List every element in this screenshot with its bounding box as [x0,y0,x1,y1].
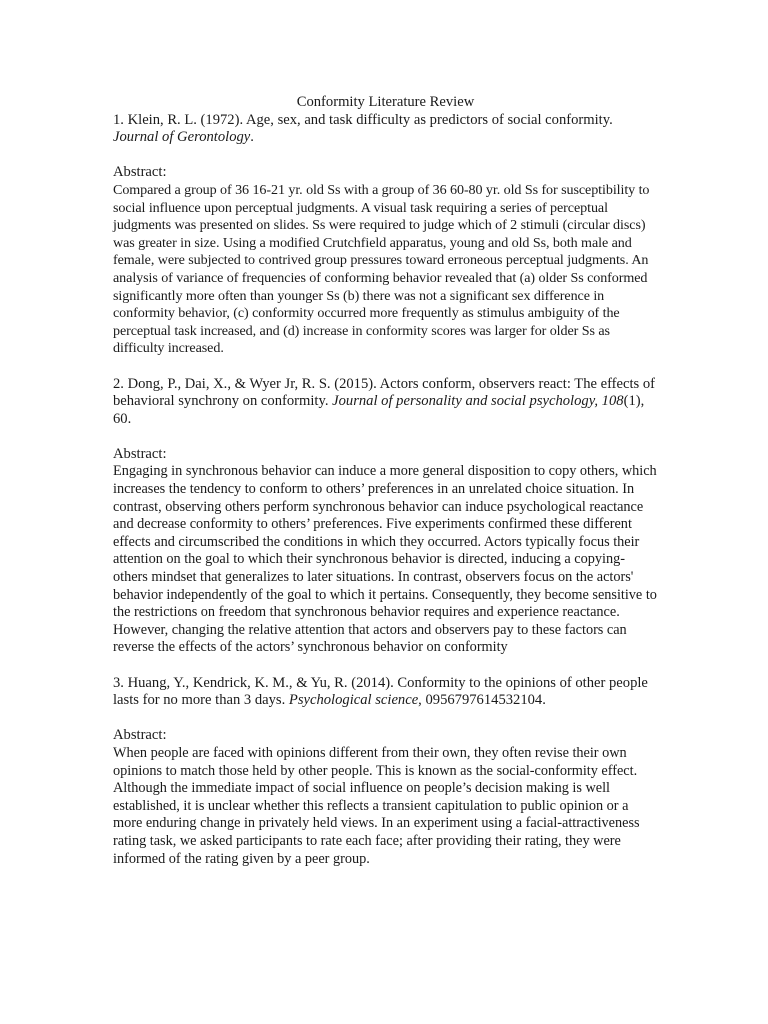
citation [113,376,658,429]
review-entry [113,112,658,358]
abstract-label: Abstract: [113,445,167,462]
document-body [113,94,658,868]
citation-tail: . [250,129,254,146]
journal-name: Journal of Gerontology [113,129,251,146]
citation-text: 2. Dong, P., Dai, X., & Wyer Jr, R. S. (2015). Actors conform, observers react: The effects of behavioral synchrony on conformity. [113,375,656,410]
abstract-text: Engaging in synchronous behavior can induce a more general disposition to copy others, which increases the tendency to conform to others’ preferences in an unrelated choice situation. In contrast, observing others perform synchronous behavior can induce psychological reactance and decrease conformity to others’ preferences. Five experiments confirmed these different effects and circumscribed the conditions in which they occurred. Actors typically focus their attention on the goal to which their synchronous behavior is directed, inducing a copying-others mindset that generalizes to later situations. In contrast, observers focus on the actors' behavior independently of the goal to which it pertains. Consequently, they become sensitive to the restrictions on freedom that synchronous behavior requires and experience reactance. However, changing the relative attention that actors and observers pay to these factors can reverse the effects of the actors’ synchronous behavior on conformity [113,463,657,656]
journal-name: Psychological science [288,692,419,709]
citation-text: 1. Klein, R. L. (1972). Age, sex, and task difficulty as predictors of social conformity. [113,111,613,128]
abstract-label: Abstract: [113,727,167,744]
citation [113,675,658,710]
document-title: Conformity Literature Review [296,94,475,110]
journal-name: Journal of personality and social psychology, 108 [332,393,624,410]
review-entry [113,376,658,658]
abstract-text: When people are faced with opinions different from their own, they often revise their own opinions to match those held by other people. This is known as the social-conformity effect. Although the immediate impact of social influence on people’s decision making is well established, it is unclear whether this reflects a transient capitulation to public opinion or a more enduring change in privately held views. In an experiment using a facial-attractiveness rating task, we asked participants to rate each face; after providing their rating, they were informed of the rating given by a peer group. [113,744,640,867]
review-entry [113,675,658,869]
citation-text: 3. Huang, Y., Kendrick, K. M., & Yu, R. (2014). Conformity to the opinions of other people lasts for no more than 3 days. [113,674,648,709]
abstract-text: Compared a group of 36 16-21 yr. old Ss with a group of 36 60-80 yr. old Ss for susceptibility to social influence upon perceptual judgments. A visual task requiring a series of perceptual judgments was presented on slides. Ss were required to judge which of 2 stimuli (circular discs) was greater in size. Using a modified Crutchfield apparatus, young and old Ss, both male and female, were subjected to contrived group pressures toward erroneous perceptual judgments. An analysis of variance of frequencies of conforming behavior revealed that (a) older Ss conformed significantly more often than younger Ss (b) there was not a significant sex difference in conformity behavior, (c) conformity occurred more frequently as stimulus ambiguity of the perceptual task increased, and (d) increase in conformity scores was larger for older Ss as difficulty increased. [113,181,650,357]
citation-tail: (1), 60. [113,393,645,427]
citation-tail: , 0956797614532104. [418,692,546,709]
abstract-label: Abstract: [113,164,167,181]
citation [113,112,658,147]
